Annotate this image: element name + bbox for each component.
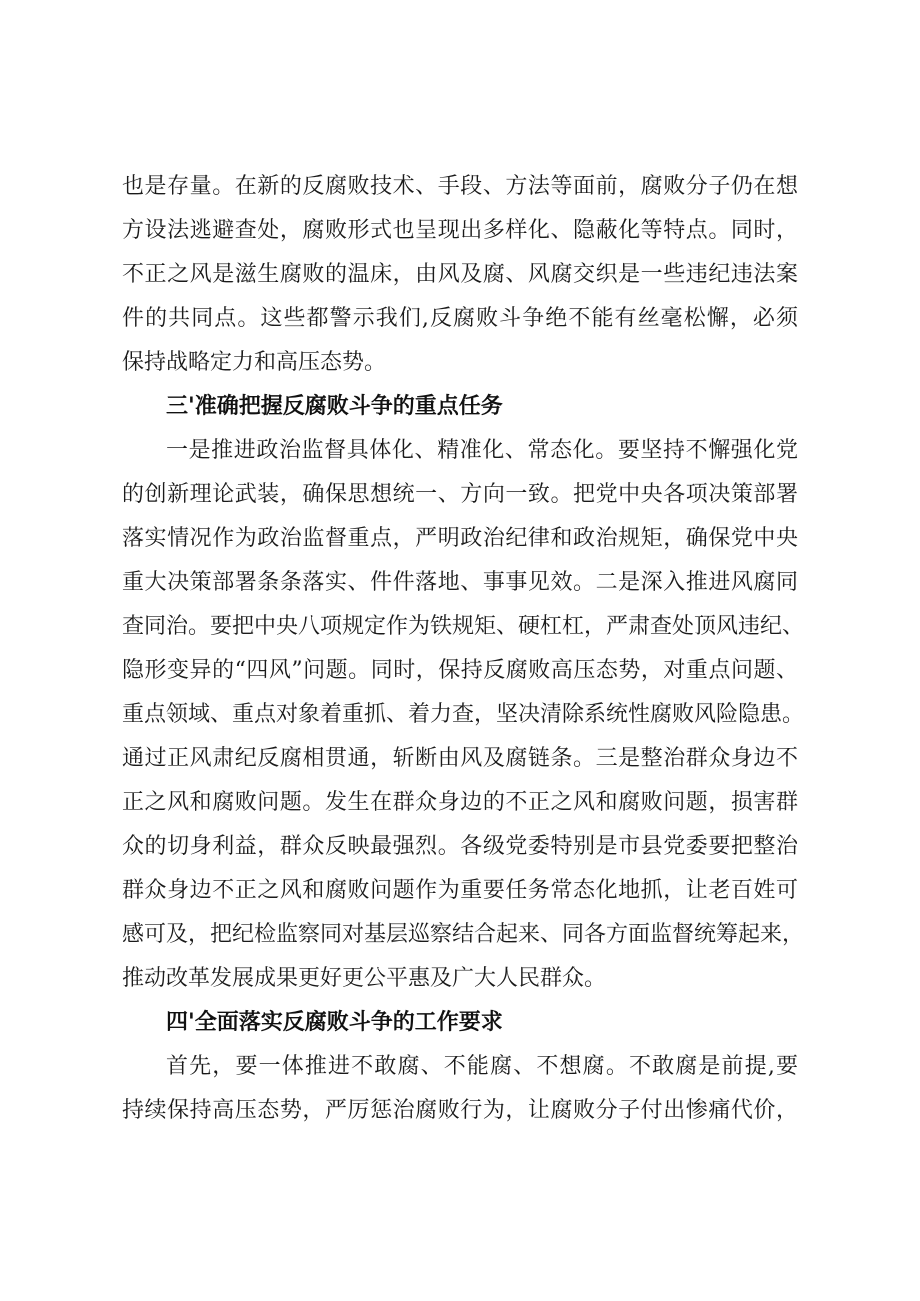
paragraph-line: 落实情况作为政治监督重点，严明政治纪律和政治规矩，确保党中央	[122, 526, 798, 551]
section-heading-3: 三'准确把握反腐败斗争的重点任务	[166, 394, 503, 419]
paragraph-line: 查同治。要把中央八项规定作为铁规矩、硬杠杠，严肃查处顶风违纪、	[122, 614, 805, 639]
paragraph-line: 首先，要一体推进不敢腐、不能腐、不想腐。不敢腐是前提,要	[166, 1054, 798, 1079]
paragraph-line: 正之风和腐败问题。发生在群众身边的不正之风和腐败问题，损害群	[122, 790, 798, 815]
paragraph-line: 保持战略定力和高压态势。	[122, 350, 387, 375]
paragraph-line: 群众身边不正之风和腐败问题作为重要任务常态化地抓，让老百姓可	[122, 878, 798, 903]
paragraph-line: 持续保持高压态势，严厉惩治腐败行为，让腐败分子付出惨痛代价，	[122, 1098, 798, 1123]
paragraph-line: 的创新理论武装，确保思想统一、方向一致。把党中央各项决策部署	[122, 482, 798, 507]
paragraph-line: 推动改革发展成果更好更公平惠及广大人民群众。	[122, 966, 607, 991]
paragraph-line: 不正之风是滋生腐败的温床，由风及腐、风腐交织是一些违纪违法案	[122, 262, 798, 287]
paragraph-line: 众的切身利益，群众反映最强烈。各级党委特别是市县党委要把整治	[122, 834, 798, 859]
paragraph-line: 方设法逃避查处，腐败形式也呈现出多样化、隐蔽化等特点。同时，	[122, 218, 798, 243]
paragraph-line: 重大决策部署条条落实、件件落地、事事见效。二是深入推进风腐同	[122, 570, 798, 595]
paragraph-line: 感可及，把纪检监察同对基层巡察结合起来、同各方面监督统筹起来，	[122, 922, 805, 947]
paragraph-line: 件的共同点。这些都警示我们,反腐败斗争绝不能有丝毫松懈，必须	[122, 306, 798, 331]
paragraph-line: 重点领域、重点对象着重抓、着力查，坚决清除系统性腐败风险隐患。	[122, 702, 805, 727]
paragraph-line: 隐形变异的“四风”问题。同时，保持反腐败高压态势，对重点问题、	[122, 658, 798, 683]
paragraph-line: 也是存量。在新的反腐败技术、手段、方法等面前，腐败分子仍在想	[122, 174, 798, 199]
paragraph-line: 通过正风肃纪反腐相贯通，斩断由风及腐链条。三是整治群众身边不	[122, 746, 798, 771]
paragraph-line: 一是推进政治监督具体化、精准化、常态化。要坚持不懈强化党	[166, 438, 798, 463]
section-heading-4: 四'全面落实反腐败斗争的工作要求	[166, 1010, 503, 1035]
